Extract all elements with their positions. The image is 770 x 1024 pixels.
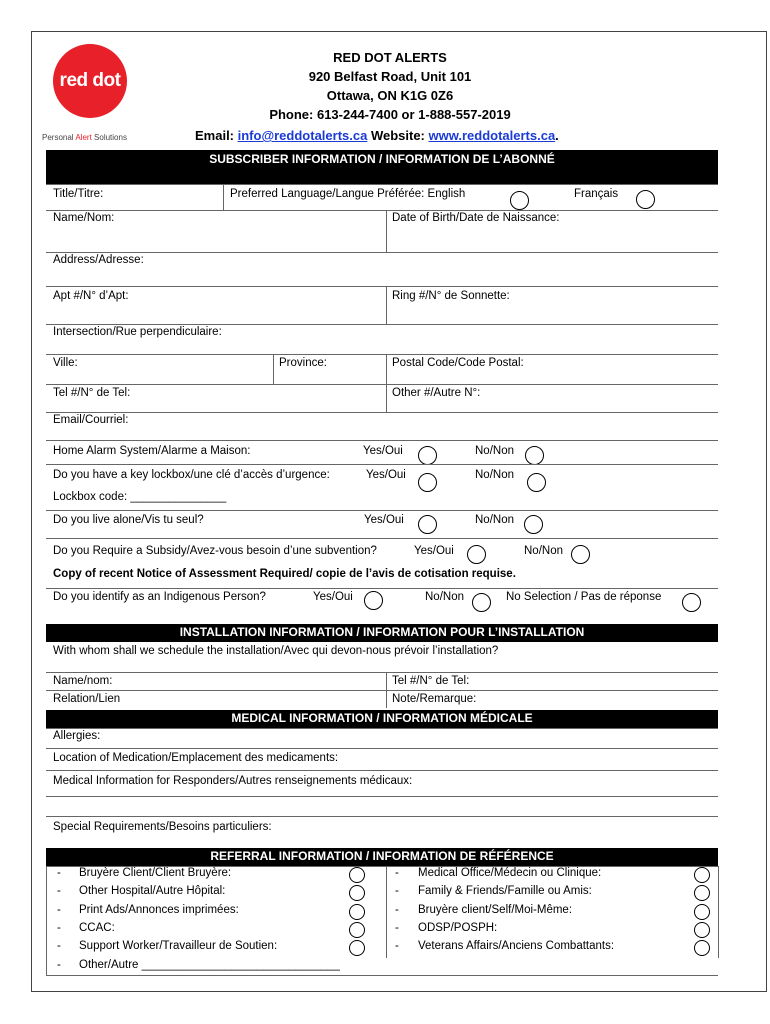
referral-right-radio[interactable] — [694, 940, 710, 956]
indigenous-yes-radio[interactable] — [364, 591, 383, 610]
other-number-label: Other #/Autre N°: — [392, 387, 481, 399]
ring-label: Ring #/N° de Sonnette: — [392, 290, 510, 302]
address-row — [46, 252, 718, 286]
subsidy-no-label: No/Non — [524, 545, 563, 557]
referral-left-label: Other/Autre _______________________________ — [79, 959, 340, 971]
notice-of-assessment: Copy of recent Notice of Assessment Required/ copie de l’avis de cotisation requise. — [53, 568, 516, 580]
referral-right-radio[interactable] — [694, 904, 710, 920]
referral-dash: - — [395, 885, 399, 897]
alarm-no-label: No/Non — [475, 445, 514, 457]
subsidy-no-radio[interactable] — [571, 545, 590, 564]
responders-extra-row — [46, 796, 718, 816]
referral-dash: - — [395, 867, 399, 879]
apt-row — [46, 286, 718, 324]
installation-note-label: Note/Remarque: — [392, 693, 477, 705]
name-label: Name/Nom: — [53, 212, 115, 224]
language-label: Preferred Language/Langue Préférée: English — [230, 188, 466, 200]
name-row — [46, 210, 718, 252]
alone-question: Do you live alone/Vis tu seul? — [53, 514, 204, 526]
referral-section-header: REFERRAL INFORMATION / INFORMATION DE RÉFÉRENCE — [46, 848, 718, 866]
special-label: Special Requirements/Besoins particuliers: — [53, 821, 272, 833]
referral-left-radio[interactable] — [349, 940, 365, 956]
referral-dash: - — [395, 940, 399, 952]
installation-relation-row — [46, 690, 718, 708]
referral-dash: - — [57, 885, 61, 897]
alone-no-radio[interactable] — [524, 515, 543, 534]
postal-label: Postal Code/Code Postal: — [392, 357, 524, 369]
no-selection-label: No Selection / Pas de réponse — [506, 591, 662, 603]
company-name: RED DOT ALERTS — [333, 50, 447, 65]
referral-left-radio[interactable] — [349, 922, 365, 938]
referral-left-radio[interactable] — [349, 904, 365, 920]
referral-right-radio[interactable] — [694, 885, 710, 901]
indigenous-question: Do you identify as an Indigenous Person? — [53, 591, 266, 603]
medication-label: Location of Medication/Emplacement des medicaments: — [53, 752, 339, 764]
referral-right-label: Bruyère client/Self/Moi-Même: — [418, 904, 573, 916]
referral-left-radio[interactable] — [349, 885, 365, 901]
alone-yes-label: Yes/Oui — [364, 514, 404, 526]
referral-left-label: CCAC: — [79, 922, 115, 934]
lockbox-yes-label: Yes/Oui — [366, 469, 406, 481]
referral-right-label: ODSP/POSPH: — [418, 922, 498, 934]
referral-left-label: Other Hospital/Autre Hôpital: — [79, 885, 226, 897]
referral-right-radio[interactable] — [694, 867, 710, 883]
company-phone: Phone: 613-244-7400 or 1-888-557-2019 — [269, 107, 511, 122]
company-city: Ottawa, ON K1G 0Z6 — [326, 88, 454, 103]
email-row — [46, 412, 718, 440]
subscriber-section-header: SUBSCRIBER INFORMATION / INFORMATION DE L’ABONNÉ — [46, 150, 718, 184]
indigenous-yes-label: Yes/Oui — [313, 591, 353, 603]
subsidy-yes-radio[interactable] — [467, 545, 486, 564]
installation-question: With whom shall we schedule the installation/Avec qui devon-nous prévoir l’installation? — [53, 645, 499, 657]
alone-yes-radio[interactable] — [418, 515, 437, 534]
address-label: Address/Adresse: — [53, 254, 144, 266]
alarm-question: Home Alarm System/Alarme a Maison: — [53, 445, 251, 457]
indigenous-no-label: No/Non — [425, 591, 464, 603]
lockbox-yes-radio[interactable] — [418, 473, 437, 492]
referral-dash: - — [57, 940, 61, 952]
province-label: Province: — [279, 357, 327, 369]
logo-tagline: Personal Alert Solutions — [42, 133, 127, 142]
installation-relation-label: Relation/Lien — [53, 693, 121, 705]
referral-right-radio[interactable] — [694, 922, 710, 938]
installation-name-row — [46, 672, 718, 690]
lockbox-question: Do you have a key lockbox/une clé d’accès d’urgence: — [53, 469, 330, 481]
tel-row — [46, 384, 718, 412]
company-contact: Email: info@reddotalerts.ca Website: www.reddotalerts.ca. — [195, 128, 559, 143]
referral-right-label: Family & Friends/Famille ou Amis: — [418, 885, 592, 897]
alone-no-label: No/Non — [475, 514, 514, 526]
no-selection-radio[interactable] — [682, 593, 701, 612]
city-row — [46, 354, 718, 384]
email-label: Email/Courriel: — [53, 414, 129, 426]
referral-left-radio[interactable] — [349, 867, 365, 883]
lockbox-code-label: Lockbox code: _______________ — [53, 491, 227, 503]
subsidy-yes-label: Yes/Oui — [414, 545, 454, 557]
dob-label: Date of Birth/Date de Naissance: — [392, 212, 560, 224]
referral-dash: - — [395, 904, 399, 916]
tel-label: Tel #/N° de Tel: — [53, 387, 131, 399]
installation-tel-label: Tel #/N° de Tel: — [392, 675, 470, 687]
referral-dash: - — [395, 922, 399, 934]
allergies-row — [46, 728, 718, 748]
medical-section-header: MEDICAL INFORMATION / INFORMATION MÉDICALE — [46, 710, 718, 728]
alarm-yes-radio[interactable] — [418, 446, 437, 465]
intersection-label: Intersection/Rue perpendiculaire: — [53, 326, 222, 338]
lockbox-no-radio[interactable] — [527, 473, 546, 492]
email-link[interactable]: info@reddotalerts.ca — [237, 128, 368, 143]
referral-dash: - — [57, 922, 61, 934]
referral-right-label: Veterans Affairs/Anciens Combattants: — [418, 940, 615, 952]
english-radio[interactable] — [510, 191, 529, 210]
alarm-no-radio[interactable] — [525, 446, 544, 465]
title-label: Title/Titre: — [53, 188, 104, 200]
allergies-label: Allergies: — [53, 730, 101, 742]
logo-text: red dot — [59, 70, 121, 91]
referral-left-label: Print Ads/Annonces imprimées: — [79, 904, 239, 916]
installation-name-label: Name/nom: — [53, 675, 113, 687]
referral-left-label: Support Worker/Travailleur de Soutien: — [79, 940, 278, 952]
alarm-yes-label: Yes/Oui — [363, 445, 403, 457]
indigenous-no-radio[interactable] — [472, 593, 491, 612]
french-radio[interactable] — [636, 190, 655, 209]
referral-left-label: Bruyère Client/Client Bruyère: — [79, 867, 232, 879]
lockbox-no-label: No/Non — [475, 469, 514, 481]
ville-label: Ville: — [53, 357, 78, 369]
apt-label: Apt #/N° d’Apt: — [53, 290, 129, 302]
referral-right-label: Medical Office/Médecin ou Clinique: — [418, 867, 602, 879]
website-link[interactable]: www.reddotalerts.ca — [428, 128, 556, 143]
referral-dash: - — [57, 959, 61, 971]
referral-dash: - — [57, 904, 61, 916]
installation-section-header: INSTALLATION INFORMATION / INFORMATION POUR L’INSTALLATION — [46, 624, 718, 642]
company-address: 920 Belfast Road, Unit 101 — [308, 69, 472, 84]
responders-label: Medical Information for Responders/Autres renseignements médicaux: — [53, 775, 413, 787]
french-label: Français — [574, 188, 619, 200]
referral-dash: - — [57, 867, 61, 879]
subsidy-question: Do you Require a Subsidy/Avez-vous besoin d’une subvention? — [53, 545, 377, 557]
